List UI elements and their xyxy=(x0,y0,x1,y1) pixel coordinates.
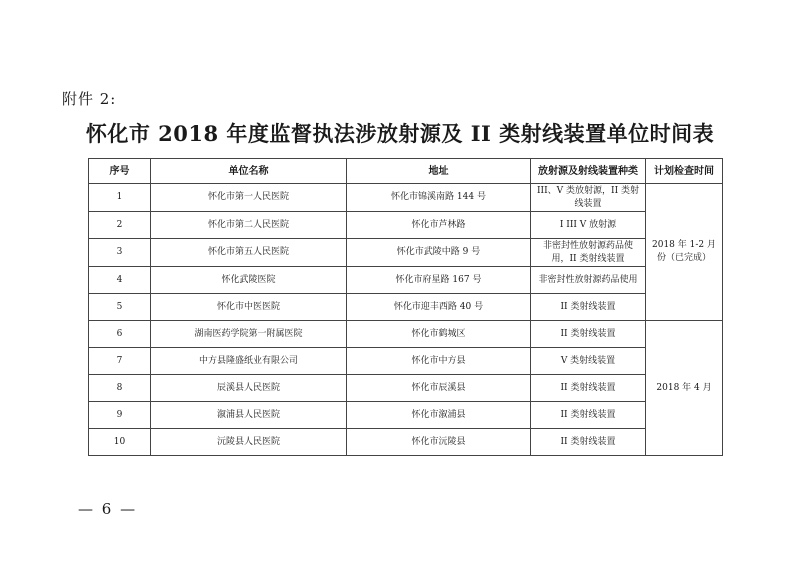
header-cell: 计划检查时间 xyxy=(646,159,723,184)
unit-address: 怀化市芦林路 xyxy=(347,212,531,239)
table-row xyxy=(89,239,723,267)
row-number: 9 xyxy=(89,402,151,429)
row-number: 1 xyxy=(89,184,151,212)
unit-name: 怀化武陵医院 xyxy=(151,267,347,294)
source-type: II 类射线装置 xyxy=(531,321,646,348)
unit-address: 怀化市府星路 167 号 xyxy=(347,267,531,294)
source-type: II 类射线装置 xyxy=(531,429,646,456)
unit-address: 怀化市鹤城区 xyxy=(347,321,531,348)
source-type: III、V 类放射源，II 类射线装置 xyxy=(531,184,646,212)
table-row xyxy=(89,321,723,348)
unit-name: 怀化市第五人民医院 xyxy=(151,239,347,267)
source-type: I III V 放射源 xyxy=(531,212,646,239)
unit-address: 怀化市中方县 xyxy=(347,348,531,375)
source-type: 非密封性放射源药品使用 xyxy=(531,267,646,294)
unit-address: 怀化市锦溪南路 144 号 xyxy=(347,184,531,212)
table-row xyxy=(89,375,723,402)
unit-name: 辰溪县人民医院 xyxy=(151,375,347,402)
table-header-row xyxy=(89,159,723,184)
unit-address: 怀化市武陵中路 9 号 xyxy=(347,239,531,267)
unit-name: 怀化市中医医院 xyxy=(151,294,347,321)
inspection-schedule-table xyxy=(88,158,723,456)
header-cell: 序号 xyxy=(89,159,151,184)
table-row xyxy=(89,402,723,429)
unit-address: 怀化市迎丰西路 40 号 xyxy=(347,294,531,321)
unit-name: 沅陵县人民医院 xyxy=(151,429,347,456)
row-number: 5 xyxy=(89,294,151,321)
row-number: 4 xyxy=(89,267,151,294)
header-cell: 单位名称 xyxy=(151,159,347,184)
header-cell: 放射源及射线装置种类 xyxy=(531,159,646,184)
table-row xyxy=(89,294,723,321)
attachment-label: 附件 2: xyxy=(62,90,117,108)
schedule-cell: 2018 年 1-2 月份（已完成） xyxy=(646,184,723,321)
source-type: II 类射线装置 xyxy=(531,294,646,321)
schedule-cell: 2018 年 4 月 xyxy=(646,321,723,456)
table-row xyxy=(89,267,723,294)
source-type: II 类射线装置 xyxy=(531,375,646,402)
unit-name: 怀化市第二人民医院 xyxy=(151,212,347,239)
unit-address: 怀化市溆浦县 xyxy=(347,402,531,429)
unit-name: 中方县隆盛纸业有限公司 xyxy=(151,348,347,375)
table-row xyxy=(89,212,723,239)
source-type: II 类射线装置 xyxy=(531,402,646,429)
row-number: 3 xyxy=(89,239,151,267)
unit-name: 怀化市第一人民医院 xyxy=(151,184,347,212)
unit-name: 湖南医药学院第一附属医院 xyxy=(151,321,347,348)
unit-address: 怀化市沅陵县 xyxy=(347,429,531,456)
row-number: 8 xyxy=(89,375,151,402)
source-type: 非密封性放射源药品使用，II 类射线装置 xyxy=(531,239,646,267)
source-type: V 类射线装置 xyxy=(531,348,646,375)
unit-name: 溆浦县人民医院 xyxy=(151,402,347,429)
unit-address: 怀化市辰溪县 xyxy=(347,375,531,402)
table-row xyxy=(89,429,723,456)
row-number: 10 xyxy=(89,429,151,456)
table-row xyxy=(89,348,723,375)
row-number: 6 xyxy=(89,321,151,348)
page-number: — 6 — xyxy=(78,500,138,518)
header-cell: 地址 xyxy=(347,159,531,184)
row-number: 2 xyxy=(89,212,151,239)
row-number: 7 xyxy=(89,348,151,375)
document-title: 怀化市 2018 年度监督执法涉放射源及 II 类射线装置单位时间表 xyxy=(85,121,715,146)
table-row xyxy=(89,184,723,212)
